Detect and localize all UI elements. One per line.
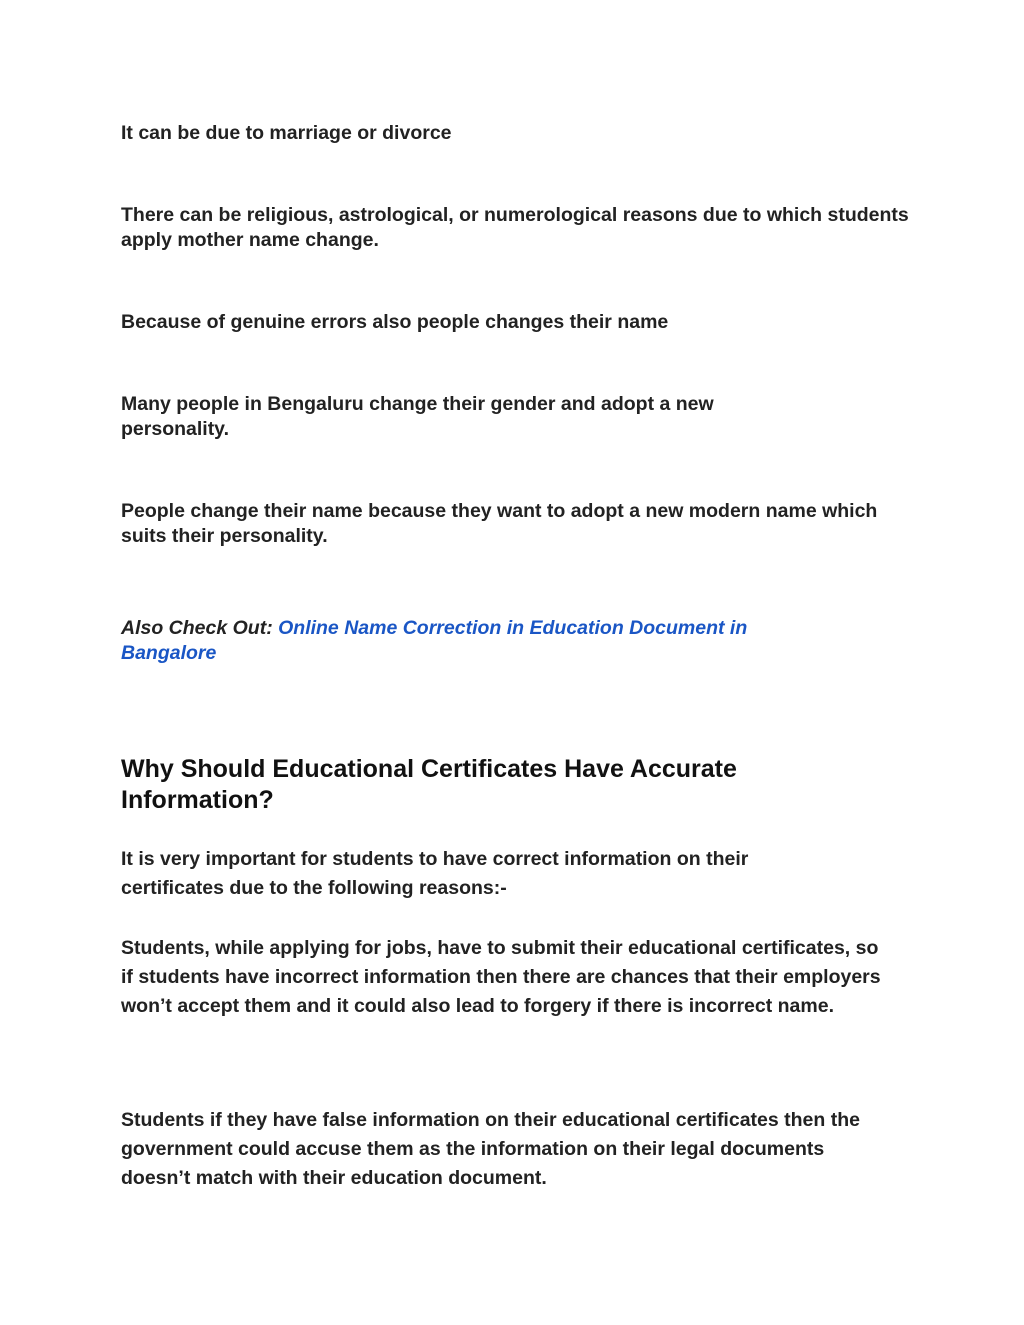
jobs-paragraph: Students, while applying for jobs, have to submit their educational certificates, so if students have incorrect information then there are chances that their employers won’t accept them and it could also lead to forgery if there is incorrect name. <box>121 937 881 1017</box>
reason-gender-change: Many people in Bengaluru change their gender and adopt a new personality. <box>121 393 714 440</box>
also-check-out-label: Also Check Out: <box>121 617 279 639</box>
education-document-correction-link[interactable]: Online Name Correction in Education Document in Bangalore <box>121 617 748 664</box>
reason-marriage-divorce: It can be due to marriage or divorce <box>121 122 452 144</box>
also-check-out <box>121 616 841 666</box>
reason-religious-astrological: There can be religious, astrological, or numerological reasons due to which students apply mother name change. <box>121 204 909 251</box>
reason-modern-name: People change their name because they want to adopt a new modern name which suits their personality. <box>121 500 878 547</box>
government-paragraph: Students if they have false information on their educational certificates then the government could accuse them as the information on their legal documents doesn’t match with their education document. <box>121 1109 860 1189</box>
reason-genuine-errors: Because of genuine errors also people changes their name <box>121 311 669 333</box>
section-heading: Why Should Educational Certificates Have Accurate Information? <box>121 755 737 814</box>
intro-paragraph: It is very important for students to have correct information on their certificates due to the following reasons:- <box>121 848 749 899</box>
